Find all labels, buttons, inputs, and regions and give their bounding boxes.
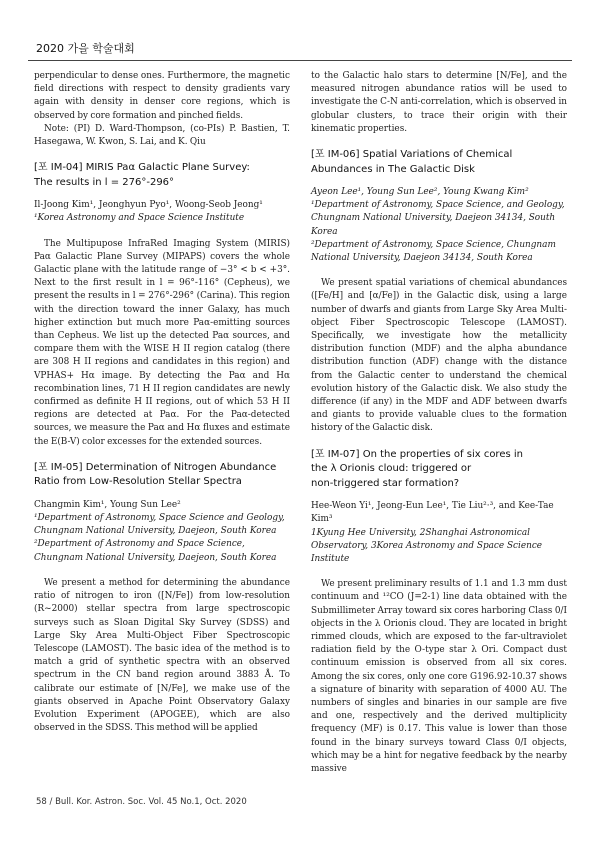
abstract-body: We present a method for determining the abundance ratio of nitrogen to iron ([N/Fe]) from low-resolution (R~2000) stellar spectra from large spectroscopic surveys such as Sloan Digital Sky Survey (SDSS) and Large Sky Area Multi-Object Fiber Spectroscopic Telescope (LAMOST). The basic idea of the method is to match a grid of synthetic spectra with an observed spectrum in the CN band region around 3883 Å. To calibrate our estimate of [N/Fe], we make use of the giants observed in Apache Point Observatory Galaxy Evolution Experiment (APOGEE), which are also observed in the SDSS. This method will be applied	[34, 577, 290, 734]
abstract-affiliation: 1Kyung Hee University, 2Shanghai Astronomical Observatory, 3Korea Astronomy and Space Science Institute	[311, 527, 543, 564]
abstract-affiliation: ¹Department of Astronomy, Space Science and Geology, Chungnam National University, Daejeon, South Korea	[34, 513, 285, 537]
abstract-im05	[34, 461, 290, 735]
abstract-body: We present spatial variations of chemical abundances ([Fe/H] and [α/Fe]) in the Galactic disk, using a large number of dwarfs and giants from Large Sky Area Multi-object Fiber Spectroscopic Telescope (LAMOST). Specifically, we investigate how the metallicity distribution function (MDF) and the alpha abundance distribution function (ADF) change with the distance from the Galactic center to understand the chemical evolution history of the Galactic disk. We also study the difference (if any) in the MDF and ADF between dwarfs and giants to provide valuable clues to the formation history of the Galactic disk.	[311, 278, 567, 434]
header-rule	[28, 60, 572, 61]
continued-abstract-text: to the Galactic halo stars to determine [N/Fe], and the measured nitrogen abundance ratios will be used to investigate the C-N anti-correlation, which is observed in globular clusters, to trace their origin with their kinematic properties.	[311, 71, 567, 134]
abstract-title: [포 IM-06] Spatial Variations of Chemical Abundances in The Galactic Disk	[311, 149, 513, 175]
abstract-authors: Hee-Weon Yi¹, Jeong-Eun Lee¹, Tie Liu²·³, and Kee-Tae Kim³	[311, 501, 554, 525]
abstract-body: We present preliminary results of 1.1 and 1.3 mm dust continuum and ¹²CO (J=2-1) line data obtained with the Submillimeter Array toward six cores harboring Class 0/I objects in the λ Orionis cloud. They are located in bright rimmed clouds, which are exposed to the far-ultraviolet radiation field by the O-type star λ Ori. Compact dust continuum emission is observed from all six cores. Among the six cores, only one core G196.92-10.37 shows a signature of binarity with separation of 4000 AU. The numbers of singles and binaries in our sample are five and one, respectively and the derived multiplicity frequency (MF) is 0.17. This value is lower than those found in the binary surveys toward Class 0/I objects, which may be a hint for negative feedback by the nearby massive	[311, 579, 567, 775]
abstract-affiliation: ²Department of Astronomy and Space Science, Chungnam National University, Daejeon, South Korea	[34, 539, 277, 563]
abstract-im06	[311, 148, 567, 436]
page-footer: 58 / Bull. Kor. Astron. Soc. Vol. 45 No.1, Oct. 2020	[36, 797, 247, 807]
abstract-affiliation: ¹Korea Astronomy and Space Science Institute	[34, 213, 245, 224]
abstract-body: The Multipupose InfraRed Imaging System (MIRIS) Paα Galactic Plane Survey (MIPAPS) covers the whole Galactic plane with the latitude range of −3° < b < +3°. Next to the first result in l = 96°-116° (Cepheus), we present the results in l = 276°-296° (Carina). This region with the direction toward the inner Galaxy, has much higher extinction but much more Paα-emitting sources than Cepheus. We list up the detected Paα sources, and compare them with the WISE H II region catalog (there are 308 H II regions and candidates in this region) and VPHAS+ Hα image. By detecting the Paα and Hα recombination lines, 71 H II region candidates are newly confirmed as definite H II regions, out of which 53 H II regions are detected at Paα. For the Paα-detected sources, we measure the Paα and Hα fluxes and estimate the E(B-V) color excesses for the extended sources.	[34, 238, 290, 447]
abstract-affiliation: ²Department of Astronomy, Space Science, Chungnam National University, Daejeon 34134, South Korea	[311, 239, 556, 264]
abstract-authors: Ayeon Lee¹, Young Sun Lee², Young Kwang Kim²	[311, 187, 529, 198]
abstract-authors: Il-Joong Kim¹, Jeonghyun Pyo¹, Woong-Seob Jeong¹	[34, 200, 263, 211]
prev-abstract-note: Note: (PI) D. Ward-Thompson, (co-PIs) P. Bastien, T. Hasegawa, W. Kwon, S. Lai, and K. Qiu	[34, 123, 290, 148]
abstract-im04	[34, 161, 290, 449]
running-header: 2020 가을 학술대회	[36, 42, 135, 55]
prev-abstract-text: perpendicular to dense ones. Furthermore, the magnetic field directions with respect to density gradients vary again with density in denser core regions, which is observed by core formation and pinched fields.	[34, 71, 290, 121]
abstract-title: [포 IM-04] MIRIS Paα Galactic Plane Survey: The results in l = 276°-296°	[34, 162, 250, 188]
abstract-im07	[311, 448, 567, 777]
abstract-title: [포 IM-05] Determination of Nitrogen Abundance Ratio from Low-Resolution Stellar Spectra	[34, 461, 277, 488]
abstract-authors: Changmin Kim¹, Young Sun Lee²	[34, 499, 181, 510]
abstract-affiliation: ¹Department of Astronomy, Space Science, and Geology, Chungnam National University, Daejeon 34134, South Korea	[311, 200, 565, 237]
left-column	[34, 70, 290, 735]
right-column	[311, 70, 567, 776]
abstract-title: [포 IM-07] On the properties of six cores in the λ Orionis cloud: triggered or non-triggered star formation?	[311, 448, 523, 489]
